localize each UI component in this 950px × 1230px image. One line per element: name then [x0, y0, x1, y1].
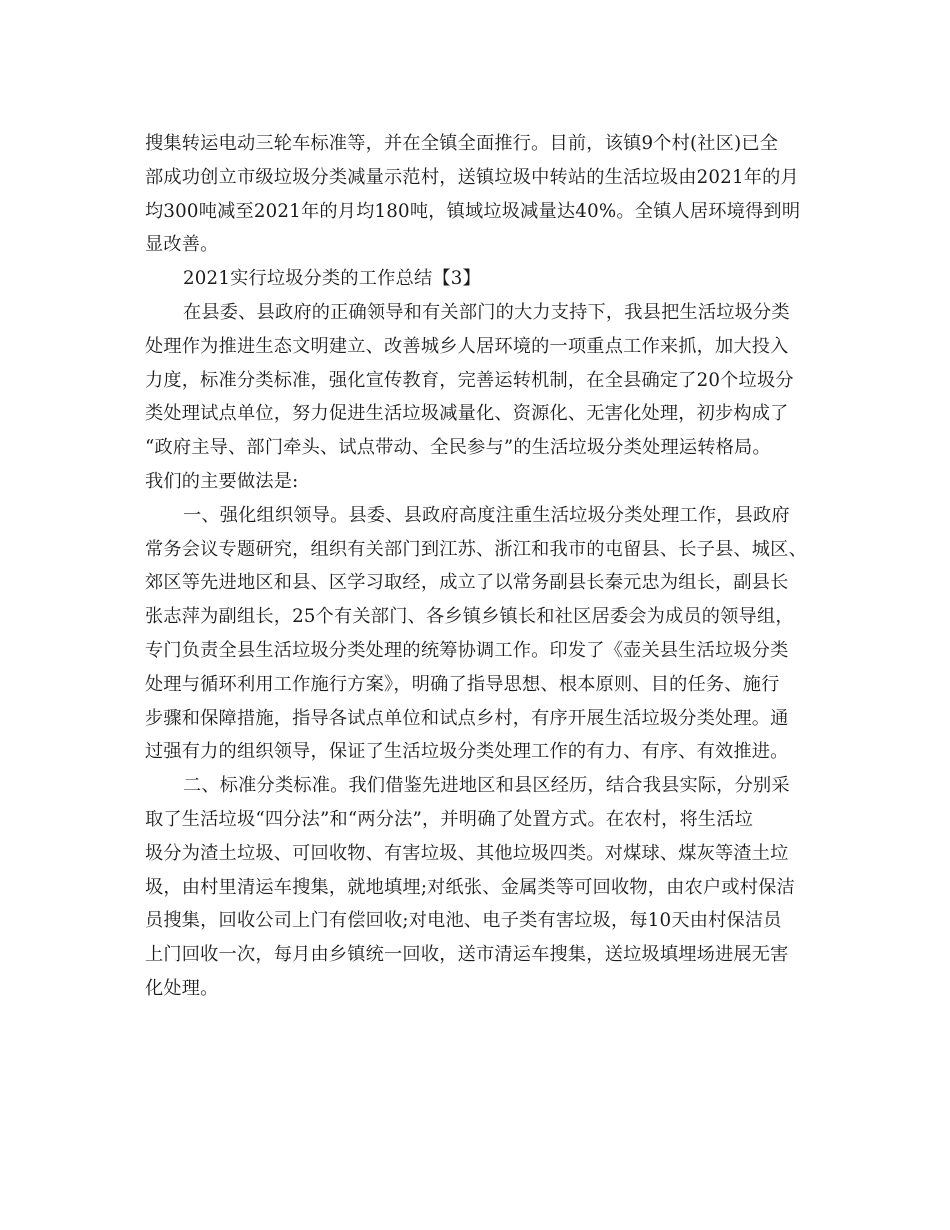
text-line: 处理与循环利用工作施行方案》，明确了指导思想、根本原则、目的任务、施行	[145, 673, 780, 695]
text-line: 上门回收一次，每月由乡镇统一回收，送市清运车搜集，送垃圾填埋场进展无害	[145, 944, 789, 966]
text-line: 常务会议专题研究，组织有关部门到江苏、浙江和我市的屯留县、长子县、城区、	[145, 538, 807, 560]
text-line: 张志萍为副组长，25个有关部门、各乡镇乡镇长和社区居委会为成员的领导组，	[145, 606, 794, 628]
text-line: 化处理。	[145, 977, 219, 999]
text-line: 力度，标准分类标准，强化宣传教育，完善运转机制，在全县确定了20个垃圾分	[145, 369, 794, 391]
text-line: 圾分为渣土垃圾、可回收物、有害垃圾、其他垃圾四类。对煤球、煤灰等渣土垃	[145, 842, 789, 864]
text-line: 显改善。	[145, 234, 219, 256]
text-line: “政府主导、部门牵头、试点带动、全民参与”的生活垃圾分类处理运转格局。	[145, 437, 771, 459]
text-line: 搜集转运电动三轮车标准等，并在全镇全面推行。目前，该镇9个村(社区)已全	[145, 133, 779, 154]
text-line: 均300吨减至2021年的月均180吨，镇域垃圾减量达40%。全镇人居环境得到明	[145, 200, 801, 222]
text-line: 圾，由村里清运车搜集，就地填埋;对纸张、金属类等可回收物，由农户或村保洁	[145, 876, 795, 898]
text-line: 员搜集，回收公司上门有偿回收;对电池、电子类有害垃圾，每10天由村保洁员	[145, 910, 782, 932]
text-line: 处理作为推进生态文明建立、改善城乡人居环境的一项重点工作来抓，加大投入	[145, 335, 789, 357]
text-line: 2021实行垃圾分类的工作总结【3】	[183, 268, 481, 290]
text-line: 取了生活垃圾“四分法”和“两分法”，并明确了处置方式。在农村，将生活垃	[145, 808, 754, 830]
text-line: 郊区等先进地区和县、区学习取经，成立了以常务副县长秦元忠为组长，副县长	[145, 572, 789, 594]
text-line: 一、强化组织领导。县委、县政府高度注重生活垃圾分类处理工作，县政府	[183, 504, 790, 526]
text-line: 我们的主要做法是:	[145, 470, 299, 492]
text-line: 过强有力的组织领导，保证了生活垃圾分类处理工作的有力、有序、有效推进。	[145, 741, 789, 763]
text-line: 步骤和保障措施，指导各试点单位和试点乡村，有序开展生活垃圾分类处理。通	[145, 707, 789, 729]
document-body	[145, 127, 805, 1006]
text-line: 在县委、县政府的正确领导和有关部门的大力支持下，我县把生活垃圾分类	[183, 301, 790, 323]
text-line: 二、标准分类标准。我们借鉴先进地区和县区经历，结合我县实际，分别采	[183, 775, 790, 797]
text-line: 专门负责全县生活垃圾分类处理的统筹协调工作。印发了《壶关县生活垃圾分类	[145, 639, 789, 661]
text-line: 类处理试点单位，努力促进生活垃圾减量化、资源化、无害化处理，初步构成了	[145, 403, 789, 425]
text-line: 部成功创立市级垃圾分类减量示范村，送镇垃圾中转站的生活垃圾由2021年的月	[145, 166, 799, 188]
